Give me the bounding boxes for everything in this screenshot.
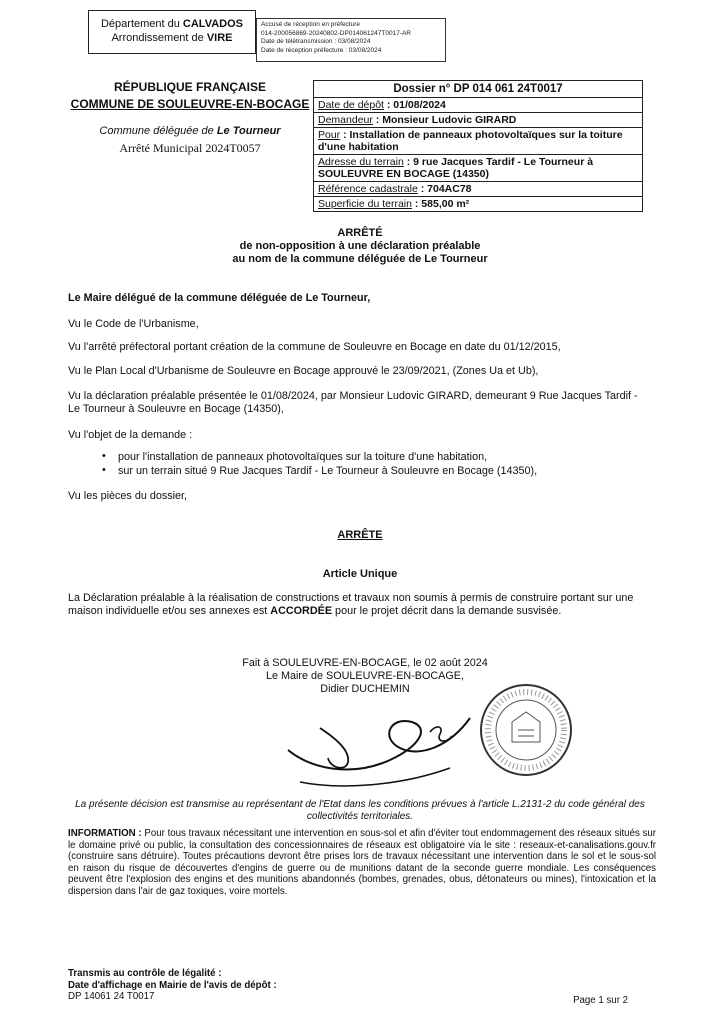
dossier-value: : Monsieur Ludovic GIRARD	[372, 114, 517, 126]
decree-subtitle-2: au nom de la commune déléguée de Le Tourneur	[232, 253, 488, 265]
commune-heading: COMMUNE DE SOULEUVRE-EN-BOCAGE	[70, 97, 310, 111]
page-number: Page 1 sur 2	[573, 995, 628, 1006]
list-item	[102, 450, 638, 464]
signature-role: Le Maire de SOULEUVRE-EN-BOCAGE,	[265, 670, 464, 682]
stamp-line: Accusé de réception en préfecture	[261, 21, 361, 28]
vu-objet: Vu l'objet de la demande :	[68, 429, 193, 441]
dossier-row-cadastral	[314, 182, 642, 197]
official-seal	[478, 682, 574, 778]
mayor-line: Le Maire délégué de la commune déléguée de Le Tourneur,	[68, 292, 371, 304]
dossier-value: : 01/08/2024	[383, 99, 446, 111]
delegated-name: Le Tourneur	[216, 125, 281, 137]
department-box	[88, 10, 256, 54]
handwritten-signature	[280, 698, 480, 794]
dossier-row-address	[314, 155, 642, 182]
footer-block	[68, 968, 277, 1003]
decision-part-2: pour le projet décrit dans la demande susvisée.	[332, 605, 562, 617]
vu-plu: Vu le Plan Local d'Urbanisme de Souleuvre en Bocage approuvé le 23/09/2021, (Zones Ua et Ub),	[68, 365, 539, 377]
arrondissement-name: VIRE	[206, 32, 233, 44]
signature-name: Didier DUCHEMIN	[320, 683, 410, 695]
dossier-value: : 704AC78	[417, 183, 472, 195]
dossier-number: Dossier n° DP 014 061 24T0017	[314, 81, 642, 98]
stamp-line: Date de télétransmission : 03/08/2024	[261, 38, 371, 46]
decision-part-1: La Déclaration préalable à la réalisation de constructions et travaux non soumis à permis de construire portant sur une maison individuelle et/ou ses annexes est	[68, 592, 634, 617]
dossier-label: Adresse du terrain	[318, 156, 404, 168]
vu-pieces: Vu les pièces du dossier,	[68, 490, 188, 502]
prefecture-receipt-stamp	[256, 18, 446, 62]
stamp-line: 014-200056869-20240802-DP014061247T0017-AR	[261, 29, 411, 37]
dossier-row-area	[314, 197, 642, 211]
decree-title: ARRÊTÉ	[337, 227, 383, 239]
arrete-heading: ARRÊTE	[337, 529, 383, 541]
footer-display-date: Date d'affichage en Mairie de l'avis de dépôt :	[68, 979, 277, 991]
department-prefix: Département du	[100, 18, 183, 30]
dossier-label: Demandeur	[318, 114, 373, 126]
dossier-value: : Installation de panneaux photovoltaïques sur la toiture d'une habitation	[318, 129, 623, 153]
dossier-value: : 585,00 m²	[411, 198, 470, 210]
list-item-text: pour l'installation de panneaux photovoltaïques sur la toiture d'une habitation,	[118, 451, 488, 463]
delegated-commune	[70, 125, 310, 137]
list-item-text: sur un terrain situé 9 Rue Jacques Tardif - Le Tourneur à Souleuvre en Bocage (14350),	[118, 465, 538, 477]
dossier-row-date	[314, 98, 642, 113]
arrondissement-prefix: Arrondissement de	[111, 32, 207, 44]
footer-dossier-ref: DP 14061 24 T0017	[68, 991, 155, 1003]
dossier-label: Référence cadastrale	[318, 183, 418, 195]
republic-heading: RÉPUBLIQUE FRANÇAISE	[113, 80, 266, 94]
dossier-row-applicant	[314, 113, 642, 128]
municipal-decree-number: Arrêté Municipal 2024T0057	[119, 141, 261, 155]
dossier-box	[313, 80, 643, 212]
vu-declaration: Vu la déclaration préalable présentée le 01/08/2024, par Monsieur Ludovic GIRARD, demeurant 9 Rue Jacques Tardif - Le Tourneur à Souleuvre en Bocage (14350),	[68, 390, 638, 415]
signature-place-date: Fait à SOULEUVRE-EN-BOCAGE, le 02 août 2024	[242, 657, 488, 669]
footer-legal-control: Transmis au contrôle de légalité :	[68, 968, 222, 979]
stamp-line: Date de réception préfecture : 03/08/2024	[261, 46, 382, 54]
list-item	[102, 464, 638, 478]
vu-code-urbanisme: Vu le Code de l'Urbanisme,	[68, 318, 199, 330]
dossier-label: Date de dépôt	[318, 99, 384, 111]
transmission-note: La présente décision est transmise au représentant de l'Etat dans les conditions prévues à l'article L.2131-2 du code général des collectivités territoriales.	[75, 799, 645, 822]
decision-text	[68, 592, 648, 618]
article-heading: Article Unique	[322, 568, 398, 580]
decision-accorded: ACCORDÉE	[270, 605, 333, 617]
dossier-label: Superficie du terrain	[318, 198, 412, 210]
dossier-label: Pour	[318, 129, 341, 141]
dossier-value: : 9 rue Jacques Tardif - Le Tourneur à SOULEUVRE EN BOCAGE (14350)	[318, 156, 594, 180]
information-block	[68, 828, 656, 898]
information-text: Pour tous travaux nécessitant une intervention en sous-sol et afin d'éviter tout endommagement des réseaux situés sur le domaine privé ou public, la consultation des concessionnaires de réseaux est obligatoire via le site : reseaux-et-canalisations.gouv.fr (construire sans détruire). Toutes précautions devront être prises lors de travaux nécessitant une intervention dans le sol et le sous-sol en raison du risque de découvertes d'engins de guerre ou de munitions datant de la seconde guerre mondiale. Les conséquences peuvent être l'explosion des engins et des munitions abandonnés (bombes, grenades, obus, détonateurs ou mines), l'intoxication et la dispersion dans l'air de gaz toxiques, voire mortels.	[68, 828, 657, 897]
dossier-row-purpose	[314, 128, 642, 155]
information-label: INFORMATION :	[68, 828, 142, 839]
bullet-icon: •	[102, 464, 106, 476]
vu-arrete-prefectoral: Vu l'arrêté préfectoral portant création de la commune de Souleuvre en Bocage en date du 01/12/2015,	[68, 341, 561, 353]
decree-subtitle-1: de non-opposition à une déclaration préalable	[239, 240, 481, 252]
bullet-icon: •	[102, 450, 106, 462]
delegated-prefix: Commune déléguée de	[99, 125, 217, 137]
department-name: CALVADOS	[182, 18, 244, 30]
